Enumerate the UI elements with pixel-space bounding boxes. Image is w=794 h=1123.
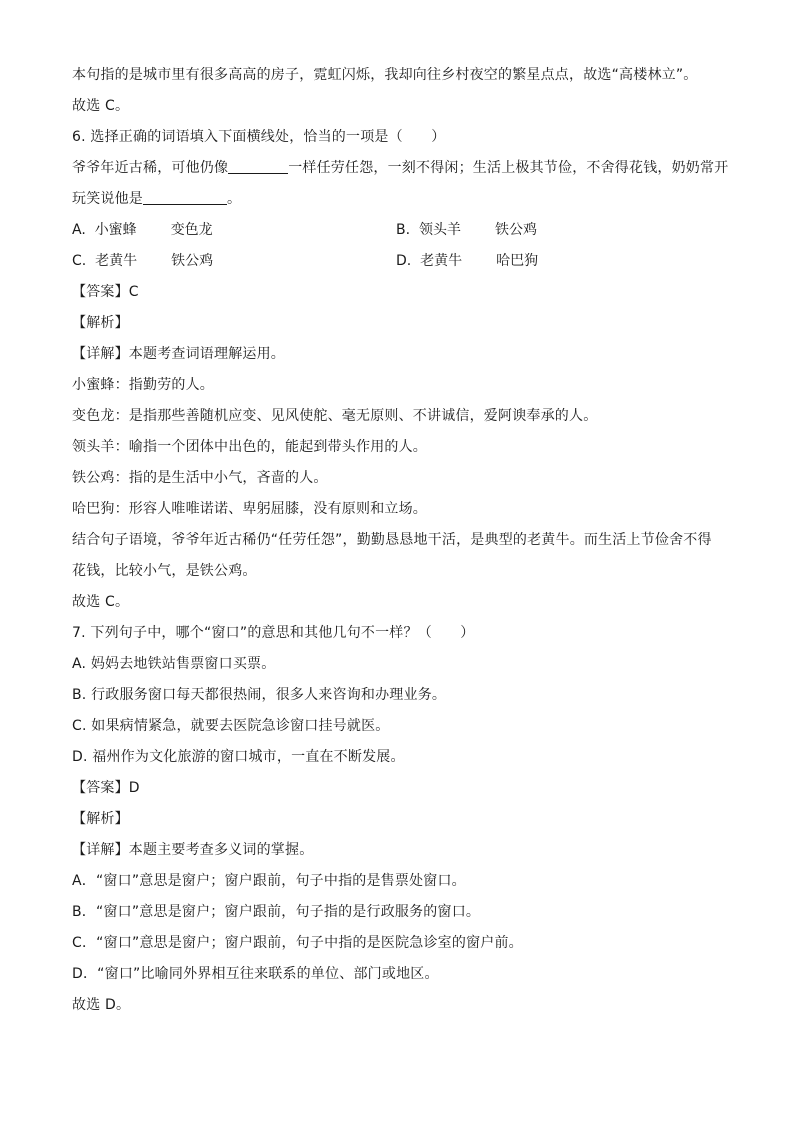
question-6-analysis-heading: 【解析】 xyxy=(72,315,129,331)
option-word: 领头羊 xyxy=(418,222,461,238)
question-7-analysis-heading: 【解析】 xyxy=(72,811,129,827)
question-6-answer: 【答案】C xyxy=(72,284,139,300)
option-d xyxy=(396,246,720,277)
option-letter: D. xyxy=(396,253,412,269)
explanation-line: 小蜜蜂：指勤劳的人。 xyxy=(72,377,214,393)
sentence-part: 一样任劳任怨，一刻不得闲；生活上极其节俭，不舍得花钱，奶奶常开 xyxy=(288,160,729,176)
option-letter: A. xyxy=(72,222,86,238)
explanation-line: 铁公鸡：指的是生活中小气，吝啬的人。 xyxy=(72,470,328,486)
option-d: D. 福州作为文化旅游的窗口城市，一直在不断发展。 xyxy=(72,749,405,765)
option-word: 老黄牛 xyxy=(95,253,138,269)
option-c xyxy=(72,246,396,277)
question-7-answer: 【答案】D xyxy=(72,780,140,796)
option-word: 哈巴狗 xyxy=(496,253,539,269)
question-6-choice: 故选 C。 xyxy=(72,594,130,610)
question-6-options-row-1 xyxy=(72,215,732,246)
summary-line: 结合句子语境，爷爷年近古稀仍“任劳任怨”，勤勤恳恳地干活，是典型的老黄牛。而生活上节俭舍不得 xyxy=(72,532,712,548)
option-letter: C. xyxy=(72,253,87,269)
option-b: B. 行政服务窗口每天都很热闹，很多人来咨询和办理业务。 xyxy=(72,687,447,703)
sentence-part: 。 xyxy=(227,191,242,207)
question-6-sentence-line1 xyxy=(72,153,732,184)
explanation-line: 领头羊：喻指一个团体中出色的，能起到带头作用的人。 xyxy=(72,439,427,455)
question-7-choice: 故选 D。 xyxy=(72,997,131,1013)
question-6-options-row-2 xyxy=(72,246,732,277)
option-letter: B. xyxy=(396,222,411,238)
summary-line: 花钱，比较小气，是铁公鸡。 xyxy=(72,563,257,579)
sentence-part: 玩笑说他是 xyxy=(72,191,143,207)
option-word: 铁公鸡 xyxy=(494,222,537,238)
explanation-line: 变色龙：是指那些善随机应变、见风使舵、毫无原则、不讲诚信，爱阿谀奉承的人。 xyxy=(72,408,598,424)
option-a: A. 妈妈去地铁站售票窗口买票。 xyxy=(72,656,276,672)
answer-blank xyxy=(228,159,288,174)
explanation-line: D．“窗口”比喻同外界相互往来联系的单位、部门或地区。 xyxy=(72,966,439,982)
option-word: 小蜜蜂 xyxy=(94,222,137,238)
intro-explanation: 本句指的是城市里有很多高高的房子，霓虹闪烁，我却向往乡村夜空的繁星点点，故选“高楼林立”。 xyxy=(72,67,698,83)
option-c: C. 如果病情紧急，就要去医院急诊窗口挂号就医。 xyxy=(72,718,390,734)
option-word: 变色龙 xyxy=(170,222,213,238)
document-page xyxy=(72,60,732,1021)
explanation-line: 哈巴狗：形容人唯唯诺诺、卑躬屈膝，没有原则和立场。 xyxy=(72,501,427,517)
intro-choice: 故选 C。 xyxy=(72,98,130,114)
explanation-line: B．“窗口”意思是窗户；窗户跟前，句子指的是行政服务的窗口。 xyxy=(72,904,481,920)
option-word: 铁公鸡 xyxy=(171,253,214,269)
option-a xyxy=(72,215,396,246)
question-7-stem: 7. 下列句子中，哪个“窗口”的意思和其他几句不一样？（ ） xyxy=(72,625,475,641)
question-7-detail: 【详解】本题主要考查多义词的掌握。 xyxy=(72,842,314,858)
question-6-detail: 【详解】本题考查词语理解运用。 xyxy=(72,346,285,362)
answer-blank xyxy=(143,190,227,205)
explanation-line: C．“窗口”意思是窗户；窗户跟前，句子中指的是医院急诊室的窗户前。 xyxy=(72,935,523,951)
explanation-line: A．“窗口”意思是窗户；窗户跟前，句子中指的是售票处窗口。 xyxy=(72,873,466,889)
option-word: 老黄牛 xyxy=(420,253,463,269)
sentence-part: 爷爷年近古稀，可他仍像 xyxy=(72,160,229,176)
option-b xyxy=(396,215,720,246)
question-6-stem: 6. 选择正确的词语填入下面横线处，恰当的一项是（ ） xyxy=(72,129,446,145)
question-6-sentence-line2 xyxy=(72,184,732,215)
